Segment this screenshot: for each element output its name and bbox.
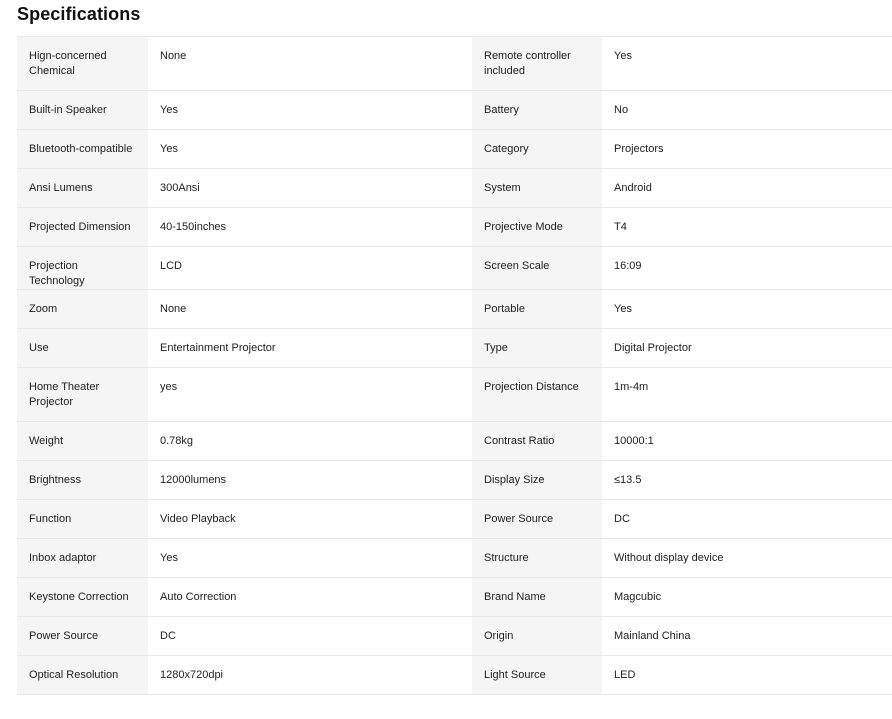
spec-value: Digital Projector [602,329,892,368]
spec-value: yes [148,368,472,422]
spec-value: DC [602,500,892,539]
spec-label: Structure [472,539,602,578]
spec-value: Yes [602,37,892,91]
spec-value: Entertainment Projector [148,329,472,368]
spec-label: Brand Name [472,578,602,617]
spec-label: Type [472,329,602,368]
spec-value: Without display device [602,539,892,578]
table-row [17,578,892,617]
spec-label: Optical Resolution [17,656,148,695]
spec-value: Yes [148,91,472,130]
spec-value: 0.78kg [148,422,472,461]
spec-label: Brightness [17,461,148,500]
spec-value: Yes [148,539,472,578]
spec-label: Origin [472,617,602,656]
spec-label: Power Source [17,617,148,656]
table-row [17,461,892,500]
spec-value: Video Playback [148,500,472,539]
spec-label: Zoom [17,290,148,329]
spec-label: Battery [472,91,602,130]
spec-label: Category [472,130,602,169]
spec-label: Weight [17,422,148,461]
spec-value: T4 [602,208,892,247]
table-row [17,247,892,290]
spec-label: Projected Dimension [17,208,148,247]
table-row [17,169,892,208]
spec-value: ≤13.5 [602,461,892,500]
table-row [17,329,892,368]
table-row [17,91,892,130]
specifications-table-body [17,37,892,695]
spec-label: Hign-concerned Chemical [17,37,148,91]
spec-value: 12000lumens [148,461,472,500]
spec-value: 1280x720dpi [148,656,472,695]
spec-value: 10000:1 [602,422,892,461]
spec-label: Keystone Correction [17,578,148,617]
spec-label: System [472,169,602,208]
table-row [17,656,892,695]
spec-label: Projective Mode [472,208,602,247]
spec-value: LED [602,656,892,695]
spec-label: Ansi Lumens [17,169,148,208]
spec-value: None [148,37,472,91]
table-row [17,368,892,422]
spec-value: LCD [148,247,472,290]
spec-label: Bluetooth-compatible [17,130,148,169]
table-row [17,290,892,329]
spec-label: Power Source [472,500,602,539]
table-row [17,130,892,169]
spec-value: Mainland China [602,617,892,656]
spec-label: Built-in Speaker [17,91,148,130]
table-row [17,422,892,461]
spec-label: Home Theater Projector [17,368,148,422]
spec-label: Display Size [472,461,602,500]
spec-value: None [148,290,472,329]
spec-value: Yes [148,130,472,169]
spec-label: Inbox adaptor [17,539,148,578]
specifications-table [17,36,892,695]
table-row [17,500,892,539]
spec-value: Magcubic [602,578,892,617]
spec-label: Light Source [472,656,602,695]
table-row [17,539,892,578]
spec-label: Projection Distance [472,368,602,422]
spec-value: Projectors [602,130,892,169]
spec-value: 300Ansi [148,169,472,208]
table-row [17,208,892,247]
spec-value: Android [602,169,892,208]
spec-label: Portable [472,290,602,329]
spec-label: Screen Scale [472,247,602,290]
spec-label: Function [17,500,148,539]
spec-value: 16:09 [602,247,892,290]
spec-label: Use [17,329,148,368]
spec-value: DC [148,617,472,656]
spec-value: Yes [602,290,892,329]
spec-value: 1m-4m [602,368,892,422]
spec-label: Contrast Ratio [472,422,602,461]
spec-value: Auto Correction [148,578,472,617]
table-row [17,37,892,91]
spec-label: Projection Technology [17,247,148,290]
table-row [17,617,892,656]
spec-value: No [602,91,892,130]
spec-label: Remote controller included [472,37,602,91]
spec-value: 40-150inches [148,208,472,247]
page-title: Specifications [17,4,141,24]
